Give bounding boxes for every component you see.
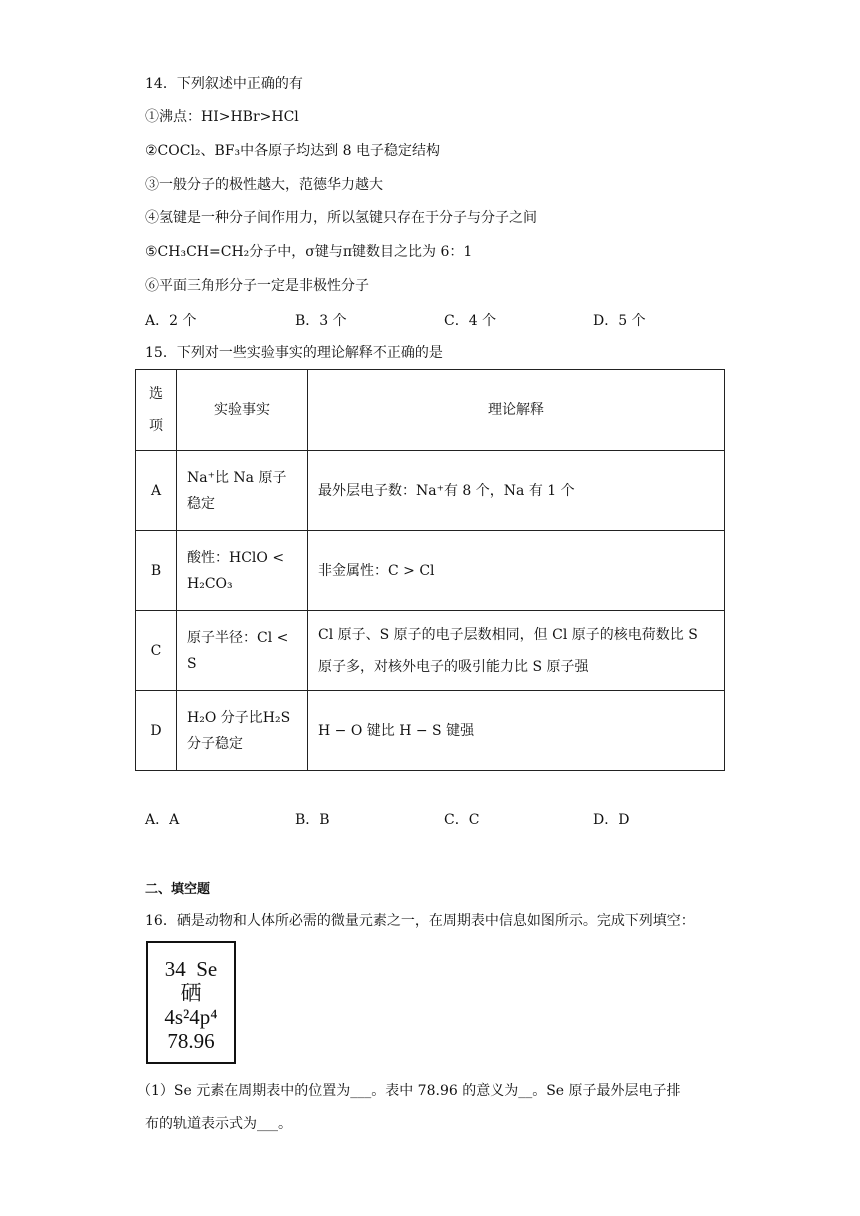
q16-part1-line2: 布的轨道表示式为___。 <box>145 1116 292 1132</box>
table-row <box>136 531 725 611</box>
row-fact: H₂O 分子比H₂S 分子稳定 <box>177 691 308 771</box>
table-header-row <box>136 370 725 451</box>
row-reason: H − O 键比 H − S 键强 <box>308 691 725 771</box>
q15-table <box>135 369 725 771</box>
row-fact: 酸性：HClO < H₂CO₃ <box>177 531 308 611</box>
q16-part1-line1: （1）Se 元素在周期表中的位置为___。表中 78.96 的意义为__。Se 原子最外层电子排 <box>137 1083 681 1099</box>
element-name: 硒 <box>180 981 202 1005</box>
header-fact: 实验事实 <box>177 370 308 451</box>
q14-item-5: ⑤CH₃CH=CH₂分子中，σ键与π键数目之比为 6：1 <box>145 244 473 260</box>
q15-option-d[interactable]: D．D <box>593 812 630 828</box>
q15-option-b[interactable]: B．B <box>295 812 330 828</box>
q16-stem: 16．硒是动物和人体所必需的微量元素之一，在周期表中信息如图所示。完成下列填空： <box>145 913 695 929</box>
element-config: 4s²4p⁴ <box>164 1005 218 1029</box>
q15-options <box>145 809 745 829</box>
element-card <box>146 941 236 1064</box>
element-number-symbol <box>148 957 234 981</box>
row-reason: Cl 原子、S 原子的电子层数相同，但 Cl 原子的核电荷数比 S 原子多，对核外电子的吸引能力比 S 原子强 <box>308 611 725 691</box>
header-reason: 理论解释 <box>308 370 725 451</box>
element-mass: 78.96 <box>167 1029 215 1053</box>
row-reason: 最外层电子数：Na⁺有 8 个，Na 有 1 个 <box>308 451 725 531</box>
table-row <box>136 451 725 531</box>
q14-options <box>145 310 745 330</box>
q14-option-b[interactable]: B．3 个 <box>295 313 347 329</box>
header-option: 选项 <box>136 370 177 451</box>
section-title: 二、填空题 <box>145 882 211 897</box>
row-option: A <box>136 451 177 531</box>
q15-option-c[interactable]: C．C <box>444 812 480 828</box>
element-symbol: Se <box>196 957 218 981</box>
row-reason: 非金属性：C > Cl <box>308 531 725 611</box>
q14-option-d[interactable]: D．5 个 <box>593 313 646 329</box>
row-fact: Na⁺比 Na 原子稳定 <box>177 451 308 531</box>
row-option: D <box>136 691 177 771</box>
q14-item-6: ⑥平面三角形分子一定是非极性分子 <box>145 278 369 294</box>
table-row <box>136 691 725 771</box>
q15-stem: 15．下列对一些实验事实的理论解释不正确的是 <box>145 345 443 361</box>
q14-item-2: ②COCl₂、BF₃中各原子均达到 8 电子稳定结构 <box>145 143 440 159</box>
q14-item-1: ①沸点：HI>HBr>HCl <box>145 109 299 125</box>
q14-stem: 14．下列叙述中正确的有 <box>145 76 303 92</box>
table-row <box>136 611 725 691</box>
row-option: C <box>136 611 177 691</box>
q14-option-a[interactable]: A．2 个 <box>145 313 197 329</box>
q15-option-a[interactable]: A．A <box>145 812 180 828</box>
element-number: 34 <box>164 957 186 981</box>
row-fact: 原子半径：Cl < S <box>177 611 308 691</box>
q14-option-c[interactable]: C．4 个 <box>444 313 497 329</box>
q14-item-3: ③一般分子的极性越大，范德华力越大 <box>145 177 383 193</box>
q14-item-4: ④氢键是一种分子间作用力，所以氢键只存在于分子与分子之间 <box>145 210 537 226</box>
row-option: B <box>136 531 177 611</box>
